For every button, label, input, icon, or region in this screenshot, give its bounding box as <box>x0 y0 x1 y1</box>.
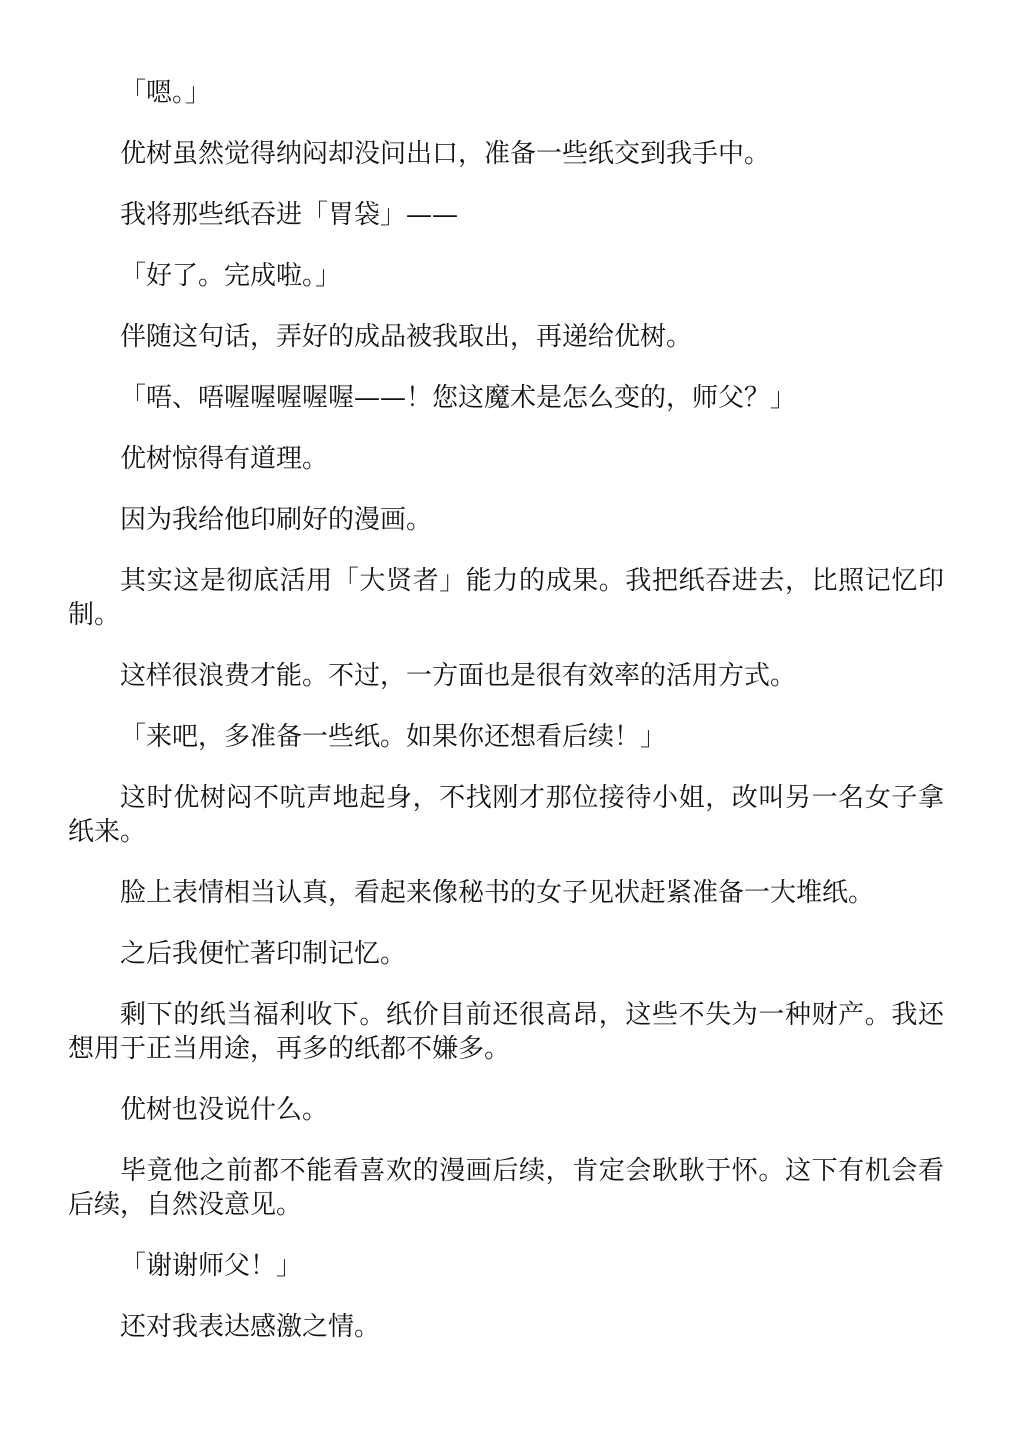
paragraph: 因为我给他印刷好的漫画。 <box>120 505 433 535</box>
paragraph: 「唔、唔喔喔喔喔喔——！您这魔术是怎么变的，师父？」 <box>120 383 797 413</box>
paragraph: 优树也没说什么。 <box>120 1095 329 1125</box>
body-text <box>68 76 944 1371</box>
paragraph: 还对我表达感激之情。 <box>120 1312 381 1342</box>
paragraph: 剩下的纸当福利收下。纸价目前还很高昂，这些不失为一种财产。我还想用于正当用途，再多的纸都不嫌多。 <box>68 1000 944 1064</box>
paragraph: 优树惊得有道理。 <box>120 444 329 474</box>
paragraph: 伴随这句话，弄好的成品被我取出，再递给优树。 <box>120 322 693 352</box>
paragraph: 优树虽然觉得纳闷却没问出口，准备一些纸交到我手中。 <box>120 139 771 169</box>
paragraph: 这时优树闷不吭声地起身，不找刚才那位接待小姐，改叫另一名女子拿纸来。 <box>68 783 944 847</box>
paragraph: 毕竟他之前都不能看喜欢的漫画后续，肯定会耿耿于怀。这下有机会看后续，自然没意见。 <box>68 1156 944 1220</box>
paragraph: 之后我便忙著印制记忆。 <box>120 939 407 969</box>
paragraph: 脸上表情相当认真，看起来像秘书的女子见状赶紧准备一大堆纸。 <box>120 878 875 908</box>
paragraph: 「嗯。」 <box>120 78 212 108</box>
paragraph: 「谢谢师父！」 <box>120 1251 303 1281</box>
paragraph: 我将那些纸吞进「胃袋」—— <box>120 200 459 230</box>
paragraph: 其实这是彻底活用「大贤者」能力的成果。我把纸吞进去，比照记忆印制。 <box>68 566 944 630</box>
paragraph: 「好了。完成啦。」 <box>120 261 342 291</box>
paragraph: 这样很浪费才能。不过，一方面也是很有效率的活用方式。 <box>120 661 797 691</box>
paragraph: 「来吧，多准备一些纸。如果你还想看后续！」 <box>120 722 667 752</box>
